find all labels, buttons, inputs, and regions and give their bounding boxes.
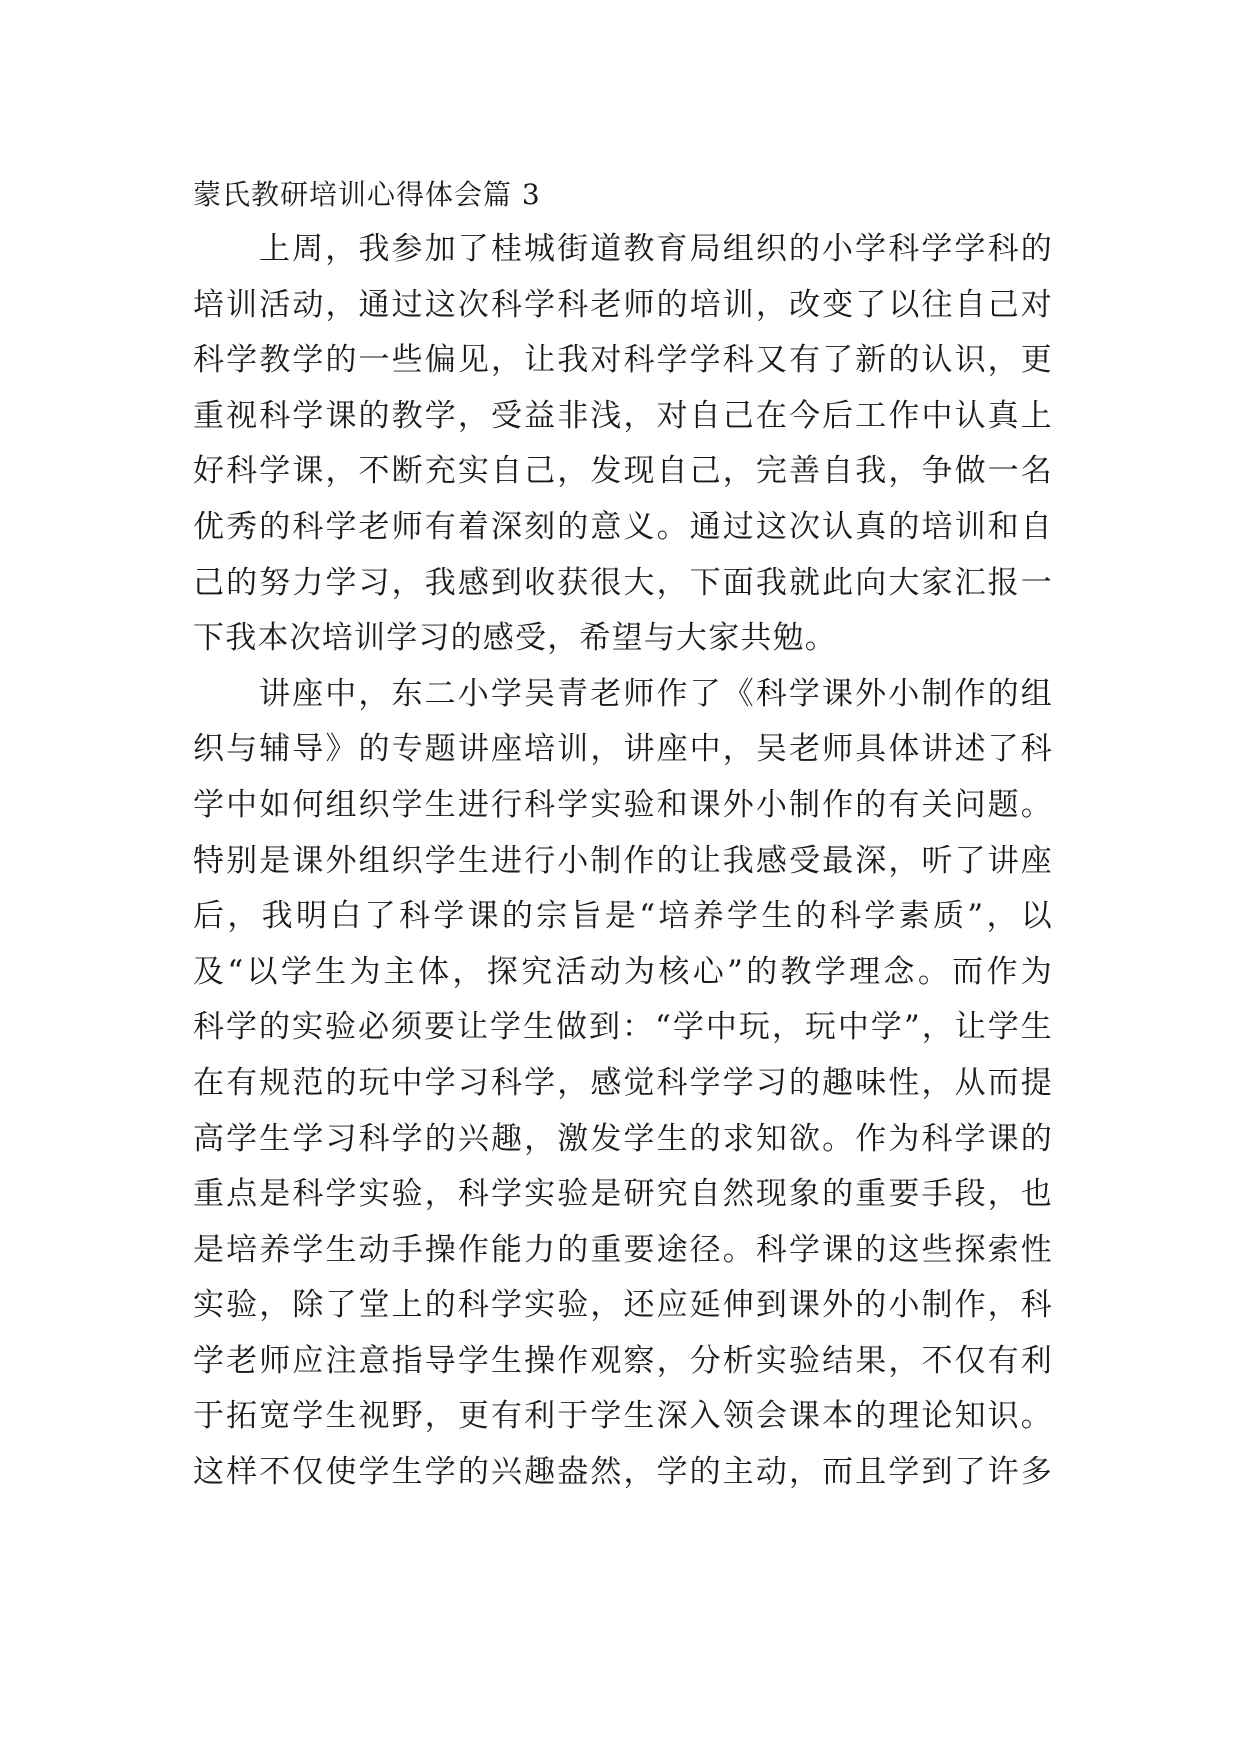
text-line: 科学教学的一些偏见，让我对科学学科又有了新的认识，更 xyxy=(193,342,1053,379)
text-line: 重点是科学实验，科学实验是研究自然现象的重要手段，也 xyxy=(193,1176,1053,1213)
text-line: 学老师应注意指导学生操作观察，分析实验结果，不仅有利 xyxy=(193,1342,1053,1379)
text-line: 重视科学课的教学，受益非浅，对自己在今后工作中认真上 xyxy=(193,397,1053,434)
document-title: 蒙氏教研培训心得体会篇 3 xyxy=(193,178,541,211)
text-line: 讲座中，东二小学吴青老师作了《科学课外小制作的组 xyxy=(259,675,1053,712)
text-line: 己的努力学习，我感到收获很大，下面我就此向大家汇报一 xyxy=(193,564,1053,601)
text-line: 培训活动，通过这次科学科老师的培训，改变了以往自己对 xyxy=(193,286,1053,323)
text-line: 优秀的科学老师有着深刻的意义。通过这次认真的培训和自 xyxy=(193,508,1053,545)
text-line: 下我本次培训学习的感受，希望与大家共勉。 xyxy=(193,620,837,657)
document-body xyxy=(193,168,1053,1501)
text-line: 是培养学生动手操作能力的重要途径。科学课的这些探索性 xyxy=(193,1231,1053,1268)
paragraph-2 xyxy=(193,667,1053,1501)
text-line: 在有规范的玩中学习科学，感觉科学学习的趣味性，从而提 xyxy=(193,1064,1053,1101)
paragraph-1 xyxy=(193,222,1053,667)
text-line: 这样不仅使学生学的兴趣盎然，学的主动，而且学到了许多 xyxy=(193,1454,1053,1491)
text-line: 学中如何组织学生进行科学实验和课外小制作的有关问题。 xyxy=(193,786,1053,823)
text-line: 高学生学习科学的兴趣，激发学生的求知欲。作为科学课的 xyxy=(193,1120,1053,1157)
text-line: 实验，除了堂上的科学实验，还应延伸到课外的小制作，科 xyxy=(193,1287,1053,1324)
text-line: 于拓宽学生视野，更有利于学生深入领会课本的理论知识。 xyxy=(193,1398,1053,1435)
text-line: 好科学课，不断充实自己，发现自己，完善自我，争做一名 xyxy=(193,453,1053,490)
text-line: 及“以学生为主体，探究活动为核心”的教学理念。而作为 xyxy=(193,953,1053,990)
text-line: 科学的实验必须要让学生做到：“学中玩，玩中学”，让学生 xyxy=(193,1009,1053,1046)
text-line: 上周，我参加了桂城街道教育局组织的小学科学学科的 xyxy=(259,231,1053,267)
text-line: 后，我明白了科学课的宗旨是“培养学生的科学素质”，以 xyxy=(193,898,1053,935)
text-line: 特别是课外组织学生进行小制作的让我感受最深，听了讲座 xyxy=(193,842,1053,879)
text-line: 织与辅导》的专题讲座培训，讲座中，吴老师具体讲述了科 xyxy=(193,731,1053,768)
